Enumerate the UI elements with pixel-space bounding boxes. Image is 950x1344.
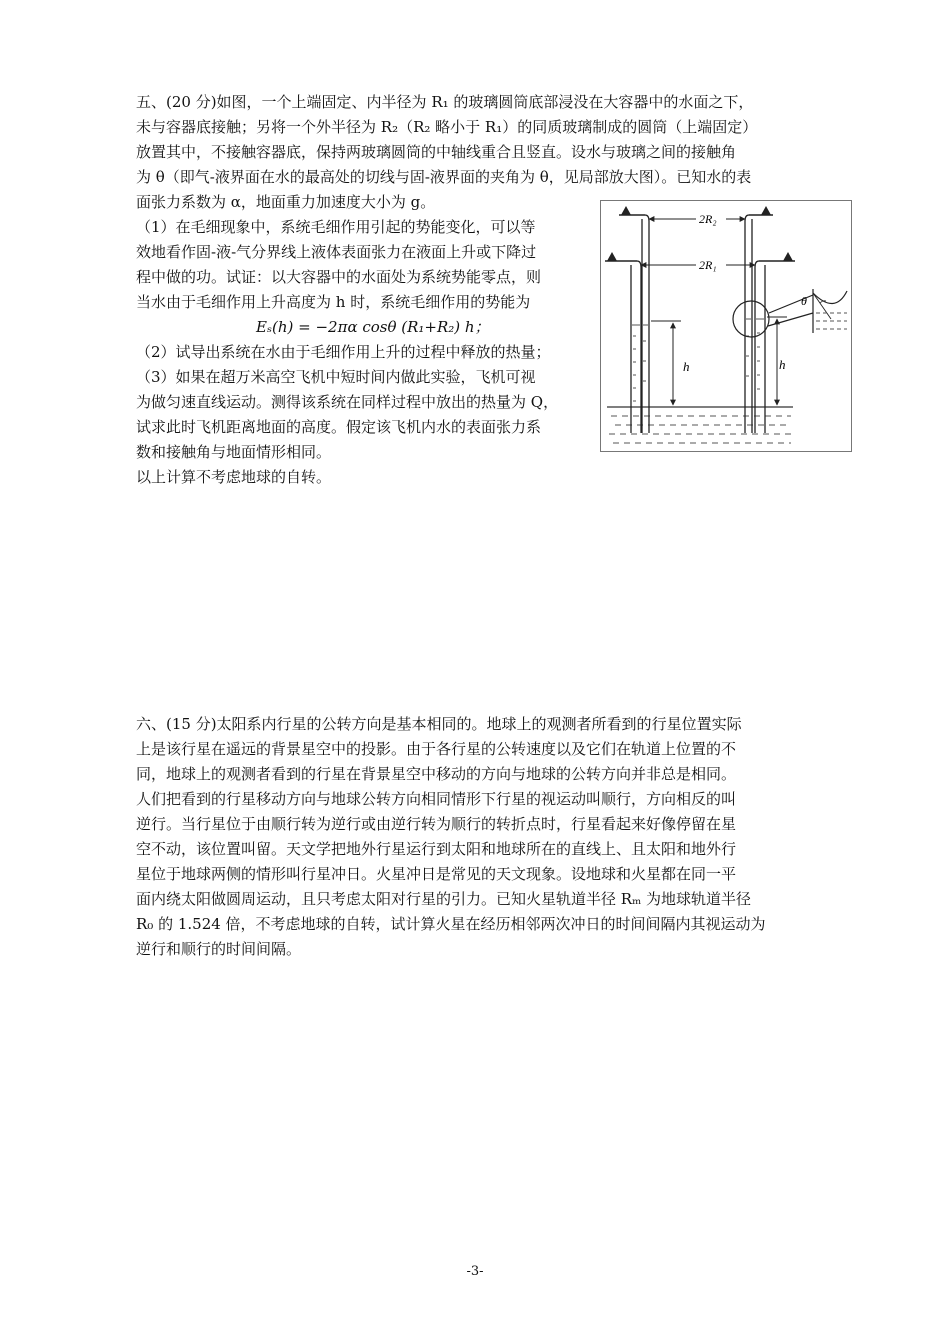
q5-part-line: 效地看作固-液-气分界线上液体表面张力在液面上升或下降过 <box>136 243 537 261</box>
q5-line: 五、(20 分)如图，一个上端固定、内半径为 R₁ 的玻璃圆筒底部浸没在大容器中的水面之下， <box>136 93 754 111</box>
page-number: -3- <box>466 1264 484 1279</box>
left-supports <box>605 206 645 261</box>
label-h-right: h <box>779 357 786 372</box>
q5-line: 为 θ（即气-液界面在水的最高处的切线与固-液界面的夹角为 θ，见局部放大图）。已知水的表 <box>136 168 752 186</box>
q6-line: 同，地球上的观测者看到的行星在背景星空中移动的方向与地球的公转方向并非总是相同。 <box>136 765 737 783</box>
q6-line: 空不动，该位置叫留。天文学把地外行星运行到太阳和地球所在的直线上、且太阳和地外行 <box>136 840 737 858</box>
right-tubes <box>745 215 765 433</box>
q5-part-line: 试求此时飞机距离地面的高度。假定该飞机内水的表面张力系 <box>136 418 542 436</box>
q5-part-line: 程中做的功。试证：以大容器中的水面处为系统势能零点，则 <box>136 268 542 286</box>
q6-line: 六、(15 分)太阳系内行星的公转方向是基本相同的。地球上的观测者所看到的行星位置实际 <box>136 715 742 733</box>
q5-part-line: （2）试导出系统在水由于毛细作用上升的过程中释放的热量； <box>136 343 551 361</box>
question-6 <box>136 712 820 962</box>
q6-line: 上是该行星在遥远的背景星空中的投影。由于各行星的公转速度以及它们在轨道上位置的不 <box>136 740 737 758</box>
capillary-diagram <box>601 201 851 451</box>
q6-line: 星位于地球两侧的情形叫行星冲日。火星冲日是常见的天文现象。设地球和火星都在同一平 <box>136 865 737 883</box>
q5-part-line: 为做匀速直线运动。测得该系统在同样过程中放出的热量为 Q， <box>136 393 559 411</box>
raised-water <box>632 319 764 401</box>
q6-line: 面内绕太阳做圆周运动，且只考虑太阳对行星的引力。已知火星轨道半径 Rₘ 为地球轨道半径 <box>136 890 752 908</box>
label-2R2: 2R₂ <box>699 212 717 226</box>
q5-note: 以上计算不考虑地球的自转。 <box>136 468 332 486</box>
q5-formula: Eₛ(h) = −2πα cosθ (R₁+R₂) h； <box>256 318 490 336</box>
right-supports <box>749 206 795 261</box>
label-2R1: 2R₁ <box>699 258 717 272</box>
q6-line: 人们把看到的行星移动方向与地球公转方向相同情形下行星的视运动叫顺行，方向相反的叫 <box>136 790 737 808</box>
q6-line: 逆行。当行星位于由顺行转为逆行或由逆行转为顺行的转折点时，行星看起来好像停留在星 <box>136 815 737 833</box>
q6-line: 逆行和顺行的时间间隔。 <box>136 940 302 958</box>
label-h-left: h <box>683 359 690 374</box>
width-arrows <box>641 219 755 265</box>
q5-line: 放置其中，不接触容器底，保持两玻璃圆筒的中轴线重合且竖直。设水与玻璃之间的接触角 <box>136 143 737 161</box>
q5-part-line: （3）如果在超万米高空飞机中短时间内做此实验，飞机可视 <box>136 368 536 386</box>
q5-part-line: 数和接触角与地面情形相同。 <box>136 443 332 461</box>
q5-part-line: 当水由于毛细作用上升高度为 h 时，系统毛细作用的势能为 <box>136 293 531 311</box>
q5-line: 面张力系数为 α，地面重力加速度大小为 g。 <box>136 193 436 211</box>
question-5-parts <box>136 215 592 490</box>
q5-part-line: （1）在毛细现象中，系统毛细作用引起的势能变化，可以等 <box>136 218 536 236</box>
q5-line: 未与容器底接触；另将一个外半径为 R₂（R₂ 略小于 R₁）的同质玻璃制成的圆筒（上端固定） <box>136 118 758 136</box>
label-theta: θ <box>801 294 807 308</box>
height-arrows <box>651 317 787 405</box>
question-5-intro <box>136 90 820 215</box>
q6-line: R₀ 的 1.524 倍，不考虑地球的自转，试计算火星在经历相邻两次冲日的时间间隔内其视运动为 <box>136 915 766 933</box>
capillary-tubes-figure <box>600 200 852 452</box>
left-tubes <box>631 215 649 433</box>
zoomed-meniscus <box>813 289 847 333</box>
